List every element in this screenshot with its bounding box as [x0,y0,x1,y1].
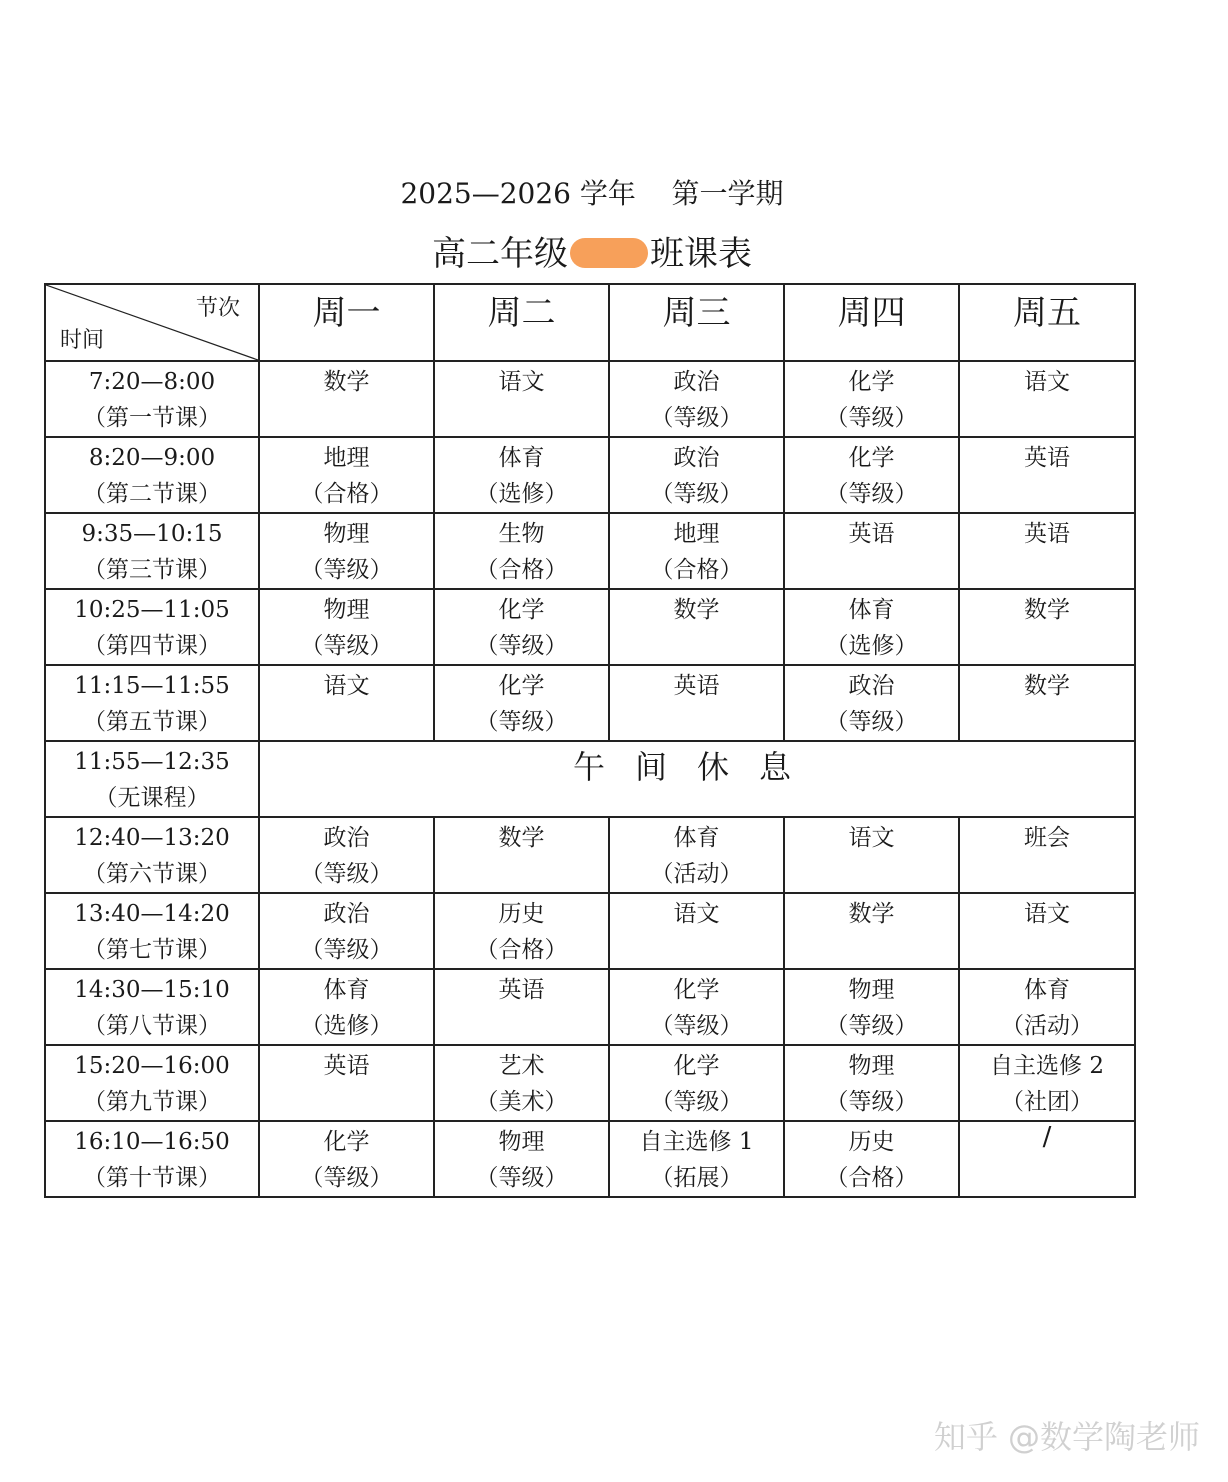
lunch-row [45,741,1135,817]
class-cell [259,1121,434,1197]
class-cell [609,817,784,893]
class-cell [959,361,1135,437]
class-cell [959,437,1135,513]
class-cell [259,513,434,589]
class-cell [259,361,434,437]
class-cell [434,437,609,513]
subject-name: 政治 [323,901,370,927]
table-row [45,361,1135,437]
time-cell [45,589,259,665]
class-cell [784,969,959,1045]
subject-name: 英语 [673,673,720,699]
time-cell [45,665,259,741]
subject-type: （合格） [650,557,743,583]
subject-type: （等级） [475,633,568,659]
period-label: （第四节课） [83,633,221,659]
subject-name: 语文 [848,825,895,851]
class-cell [784,361,959,437]
subject-type: （选修） [300,1013,393,1039]
subject-type: （活动） [1001,1013,1093,1039]
schedule-table [44,283,1136,1198]
subject-name: 语文 [673,901,720,927]
period-label: （第七节课） [83,937,221,963]
subject-type: （合格） [475,557,568,583]
subject-name: 体育 [323,977,370,1003]
subject-name: 物理 [323,521,370,547]
term-title: 2025—2026 学年 第一学期 [400,177,784,210]
subject-name: 物理 [498,1129,545,1155]
class-cell: / [959,1121,1135,1197]
subject-name: 语文 [498,369,545,395]
period-label: （第十节课） [83,1165,221,1191]
header-row [45,284,1135,361]
subject-type: （合格） [825,1165,918,1191]
class-title-prefix: 高二年级 [432,234,568,274]
period-label: （第三节课） [83,557,221,583]
class-cell [784,513,959,589]
subject-type: （等级） [650,405,743,431]
time-cell [45,741,259,817]
class-cell [784,817,959,893]
time-cell [45,893,259,969]
subject-type: （选修） [825,633,918,659]
subject-name: 物理 [848,1053,895,1079]
class-cell [259,893,434,969]
class-cell [259,817,434,893]
period-label: （无课程） [94,785,210,811]
class-cell [609,361,784,437]
subject-name: 英语 [1024,521,1070,547]
subject-name: 语文 [323,673,370,699]
time-range: 16:10—16:50 [74,1129,230,1155]
subject-type: （合格） [300,481,393,507]
subject-name: 化学 [323,1129,370,1155]
subject-name: 物理 [323,597,370,623]
corner-label-period: 节次 [195,296,240,321]
class-title [0,226,1184,275]
subject-type: （等级） [300,1165,393,1191]
subject-name: 生物 [498,521,545,547]
class-cell [784,437,959,513]
corner-label-time: 时间 [60,328,105,353]
class-cell [609,437,784,513]
table-row [45,589,1135,665]
class-cell [959,1045,1135,1121]
subject-name: 语文 [1024,901,1070,927]
subject-type: （拓展） [650,1165,743,1191]
time-range: 9:35—10:15 [81,521,223,547]
subject-name: 历史 [848,1129,895,1155]
subject-name: 数学 [673,597,720,623]
class-cell [609,513,784,589]
class-title-suffix: 班课表 [650,234,752,274]
subject-name: 数学 [1024,597,1070,623]
time-cell [45,437,259,513]
period-label: （第八节课） [83,1013,221,1039]
subject-type: （等级） [300,937,393,963]
class-cell [784,1121,959,1197]
day-header: 周五 [959,284,1135,361]
lunch-break-label: 午间休息 [259,741,1135,817]
subject-type: （选修） [475,481,568,507]
class-cell [434,893,609,969]
subject-name: 艺术 [498,1053,545,1079]
period-label: （第五节课） [83,709,221,735]
table-row [45,1045,1135,1121]
table-row [45,969,1135,1045]
subject-name: 自主选修 2 [990,1053,1104,1079]
class-cell [784,893,959,969]
class-cell [959,893,1135,969]
subject-name: 物理 [848,977,895,1003]
class-cell [259,1045,434,1121]
watermark: 知乎 @数学陶老师 [933,1418,1200,1456]
class-cell [259,589,434,665]
subject-name: 体育 [1024,977,1070,1003]
subject-name: 数学 [323,369,370,395]
table-row [45,437,1135,513]
table-row [45,817,1135,893]
subject-name: 数学 [848,901,895,927]
subject-name: 化学 [498,673,545,699]
time-cell [45,1045,259,1121]
subject-type: （等级） [475,1165,568,1191]
class-cell [434,665,609,741]
class-cell [784,1045,959,1121]
time-range: 11:55—12:35 [74,749,230,775]
subject-name: 体育 [498,445,545,471]
subject-type: （等级） [300,633,393,659]
class-cell [959,513,1135,589]
table-row [45,893,1135,969]
time-cell [45,361,259,437]
time-range: 10:25—11:05 [74,597,230,623]
subject-type: （等级） [825,405,918,431]
subject-name: 地理 [673,521,720,547]
subject-type: （等级） [300,861,393,887]
subject-type: （等级） [650,1089,743,1115]
table-row [45,513,1135,589]
period-label: （第九节课） [83,1089,221,1115]
class-cell [434,969,609,1045]
subject-type: （等级） [825,1089,918,1115]
redaction-mark [570,238,648,268]
time-range: 12:40—13:20 [74,825,230,851]
day-header: 周一 [259,284,434,361]
subject-name: 历史 [498,901,545,927]
class-cell [784,589,959,665]
subject-name: 数学 [498,825,545,851]
schedule-body [45,361,1135,1197]
class-cell [609,1121,784,1197]
table-row [45,1121,1135,1197]
time-cell [45,513,259,589]
class-cell [609,1045,784,1121]
class-cell [259,665,434,741]
subject-type: （等级） [825,1013,918,1039]
time-range: 15:20—16:00 [74,1053,230,1079]
time-range: 7:20—8:00 [88,369,216,395]
class-cell [434,361,609,437]
class-cell [259,437,434,513]
subject-name: 体育 [673,825,720,851]
class-cell [434,817,609,893]
class-cell [434,589,609,665]
time-cell [45,969,259,1045]
subject-type: （美术） [475,1089,568,1115]
subject-type: （等级） [825,481,918,507]
class-cell [959,817,1135,893]
class-cell [784,665,959,741]
subject-type: （社团） [1001,1089,1093,1115]
period-label: （第二节课） [83,481,221,507]
subject-type: （等级） [475,709,568,735]
subject-name: 语文 [1024,369,1070,395]
subject-name: 数学 [1024,673,1070,699]
time-range: 14:30—15:10 [74,977,230,1003]
day-header: 周二 [434,284,609,361]
class-cell [434,1045,609,1121]
subject-type: （活动） [650,861,743,887]
class-cell [959,969,1135,1045]
time-range: 8:20—9:00 [88,445,216,471]
subject-name: 体育 [848,597,895,623]
subject-name: 政治 [848,673,895,699]
subject-type: （等级） [300,557,393,583]
class-cell [959,589,1135,665]
subject-name: 化学 [673,977,720,1003]
class-cell [959,665,1135,741]
subject-name: 英语 [848,521,895,547]
table-row [45,665,1135,741]
class-cell [609,893,784,969]
subject-name: 英语 [1024,445,1070,471]
subject-name: 化学 [848,445,895,471]
day-header: 周三 [609,284,784,361]
day-header: 周四 [784,284,959,361]
subject-name: 地理 [323,445,370,471]
subject-name: 英语 [323,1053,370,1079]
time-cell [45,817,259,893]
subject-type: （合格） [475,937,568,963]
subject-name: 英语 [498,977,545,1003]
subject-name: 政治 [673,369,720,395]
subject-name: 班会 [1024,825,1070,851]
subject-name: 化学 [848,369,895,395]
time-cell [45,1121,259,1197]
time-range: 13:40—14:20 [74,901,230,927]
class-cell [609,969,784,1045]
class-cell [434,513,609,589]
time-range: 11:15—11:55 [74,673,230,699]
subject-type: （等级） [825,709,918,735]
period-label: （第一节课） [83,405,221,431]
period-label: （第六节课） [83,861,221,887]
corner-cell [45,284,259,361]
class-cell [434,1121,609,1197]
subject-type: （等级） [650,481,743,507]
subject-name: 政治 [323,825,370,851]
class-cell [259,969,434,1045]
subject-type: （等级） [650,1013,743,1039]
class-cell [609,589,784,665]
subject-name: 化学 [498,597,545,623]
subject-name: 政治 [673,445,720,471]
subject-name: 自主选修 1 [639,1129,754,1155]
subject-name: 化学 [673,1053,720,1079]
class-cell [609,665,784,741]
